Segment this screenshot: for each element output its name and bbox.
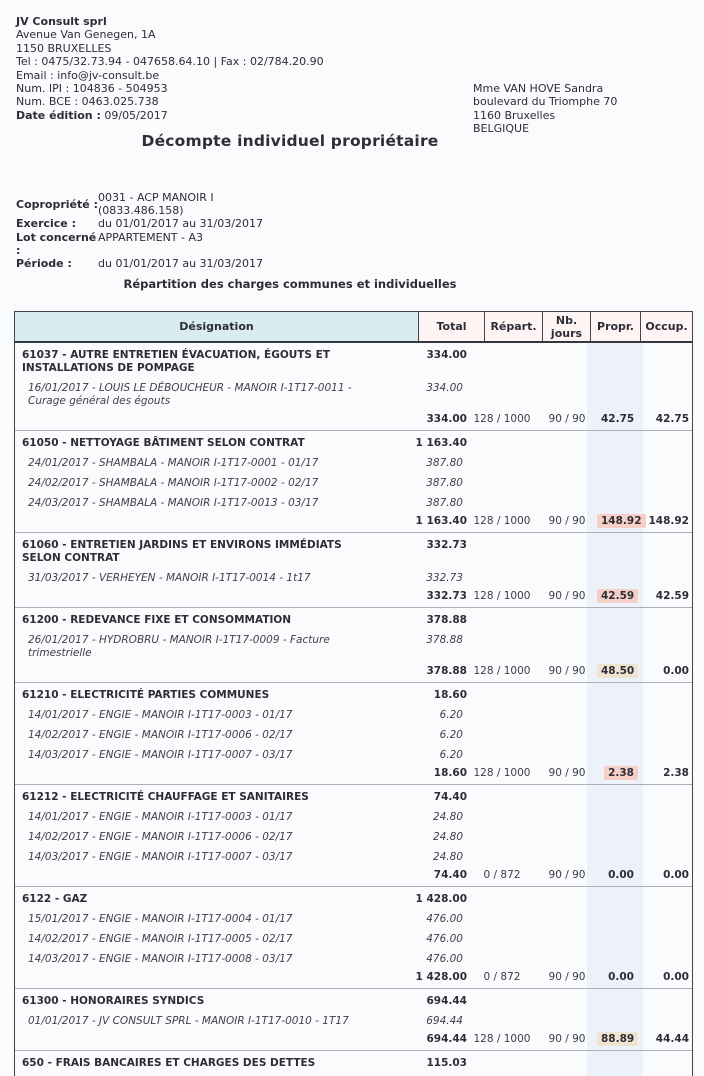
recipient-city: 1160 Bruxelles (473, 108, 556, 122)
sender-email: Email : info@jv-consult.be (16, 68, 160, 82)
charge-detail-row (15, 709, 692, 722)
charge-detail-row (15, 497, 692, 510)
charge-detail-amount: 6.20 (439, 709, 463, 721)
charge-details (15, 457, 692, 510)
charges-table (14, 311, 693, 1076)
subtotal-nb-jours: 90 / 90 (548, 515, 586, 527)
charge-detail-amount: 476.00 (426, 913, 463, 925)
table-body (14, 343, 693, 1076)
charge-group (15, 532, 692, 607)
charge-detail-label: 15/01/2017 - ENGIE - MANOIR I-1T17-0004 - 01/17 (28, 913, 293, 925)
subtotal-nb-jours: 90 / 90 (548, 590, 586, 602)
subtotal-total: 334.00 (426, 413, 467, 425)
charge-detail-label: 24/03/2017 - SHAMBALA - MANOIR I-1T17-0013 - 03/17 (28, 497, 319, 509)
subtotal-proprietaire (597, 767, 638, 780)
recipient-country: BELGIQUE (473, 122, 530, 136)
charge-group (15, 682, 692, 784)
sender-phone: Tel : 0475/32.73.94 - 047658.64.10 | Fax : 02/784.20.90 (16, 55, 324, 69)
sender-name: JV Consult sprl (16, 15, 107, 28)
edition-date-value: 09/05/2017 (104, 108, 168, 122)
subtotal-repartition: 128 / 1000 (473, 590, 531, 602)
charge-group-total: 378.88 (426, 614, 467, 626)
charge-detail-label: 14/02/2017 - ENGIE - MANOIR I-1T17-0006 - 02/17 (28, 831, 293, 843)
charge-group-header-row (15, 433, 692, 450)
subtotal-proprietaire (597, 515, 642, 528)
charge-detail-row (15, 572, 692, 585)
charge-group-total: 115.03 (426, 1057, 467, 1069)
charge-detail-row (15, 1015, 692, 1028)
charge-group-designation: 650 - FRAIS BANCAIRES ET CHARGES DES DETTES (22, 1057, 316, 1069)
charge-detail-amount: 6.20 (439, 749, 463, 761)
subtotal-repartition: 0 / 872 (483, 869, 521, 881)
charge-detail-amount: 476.00 (426, 933, 463, 945)
charge-detail-label: 31/03/2017 - VERHEYEN - MANOIR I-1T17-0014 - 1t17 (28, 572, 311, 584)
subtotal-proprietaire-value: 42.75 (601, 413, 635, 425)
charge-group-designation: 61210 - ELECTRICITÉ PARTIES COMMUNES (22, 689, 270, 701)
charge-group (15, 784, 692, 886)
subtotal-proprietaire-value: 0.00 (608, 971, 634, 983)
charge-group-designation: 6122 - GAZ (22, 893, 88, 905)
charge-group (15, 886, 692, 988)
subtotal-proprietaire (597, 590, 638, 603)
charge-group-designation: 61050 - NETTOYAGE BÂTIMENT SELON CONTRAT (22, 437, 305, 449)
charge-detail-row (15, 933, 692, 946)
charge-detail-label: 14/03/2017 - ENGIE - MANOIR I-1T17-0008 - 03/17 (28, 953, 293, 965)
recipient-name: Mme VAN HOVE Sandra (473, 82, 604, 95)
charge-detail-label: 16/01/2017 - LOUIS LE DÉBOUCHEUR - MANOIR I-1T17-0011 - Curage général des égouts (28, 382, 352, 407)
subtotal-proprietaire (597, 413, 638, 426)
document-title: Décompte individuel propriétaire (141, 132, 439, 150)
copropriete-value (98, 191, 214, 217)
subtotal-occupant: 42.59 (655, 590, 689, 602)
charge-group (15, 988, 692, 1050)
charge-group-total: 694.44 (426, 995, 467, 1007)
subtotal-repartition: 128 / 1000 (473, 1033, 531, 1045)
recipient-block (473, 82, 617, 136)
charge-detail-amount: 378.88 (426, 634, 463, 646)
exercice-label: Exercice : (16, 217, 76, 231)
subtotal-total: 694.44 (426, 1033, 467, 1045)
subtotal-occupant: 148.92 (648, 515, 689, 527)
subtotal-proprietaire-value: 2.38 (604, 766, 638, 780)
charge-group-total: 332.73 (426, 539, 467, 551)
subtotal-total: 378.88 (426, 665, 467, 677)
charge-subtotal-row (15, 665, 692, 678)
subtotal-proprietaire-value: 42.59 (597, 589, 638, 603)
info-row-copropriete (16, 191, 263, 217)
charge-detail-row (15, 953, 692, 966)
charge-detail-label: 26/01/2017 - HYDROBRU - MANOIR I-1T17-0009 - Facture trimestrielle (28, 634, 330, 659)
sender-block (16, 15, 324, 122)
charge-detail-amount: 387.80 (426, 497, 463, 509)
charge-detail-amount: 476.00 (426, 953, 463, 965)
subtotal-repartition: 128 / 1000 (473, 515, 531, 527)
charge-details (15, 382, 692, 408)
charge-detail-amount: 387.80 (426, 457, 463, 469)
subtotal-occupant: 2.38 (663, 767, 689, 779)
charge-group-header-row (15, 535, 692, 565)
copropriete-value-line2: (0833.486.158) (98, 204, 184, 218)
charge-details (15, 572, 692, 585)
charge-group-designation: 61212 - ELECTRICITÉ CHAUFFAGE ET SANITAIRES (22, 791, 309, 803)
subtotal-proprietaire-value: 0.00 (608, 869, 634, 881)
charge-group-total: 1 428.00 (415, 893, 467, 905)
subtotal-proprietaire (597, 1033, 638, 1046)
charge-group-header-row (15, 889, 692, 906)
charge-details (15, 634, 692, 660)
charge-detail-label: 14/02/2017 - ENGIE - MANOIR I-1T17-0005 - 02/17 (28, 933, 293, 945)
col-header-repart: Répart. (484, 312, 542, 341)
charge-details (15, 811, 692, 864)
subtotal-total: 74.40 (433, 869, 467, 881)
charge-detail-amount: 332.73 (426, 572, 463, 584)
charge-group-total: 1 163.40 (415, 437, 467, 449)
table-header-row (14, 311, 693, 343)
charge-detail-label: 14/01/2017 - ENGIE - MANOIR I-1T17-0003 - 01/17 (28, 709, 293, 721)
charge-group-header-row (15, 991, 692, 1008)
sender-address-2: 1150 BRUXELLES (16, 41, 112, 55)
sender-bce: Num. BCE : 0463.025.738 (16, 95, 159, 109)
charge-details (15, 709, 692, 762)
charge-group-header-row (15, 345, 692, 375)
charge-detail-label: 14/03/2017 - ENGIE - MANOIR I-1T17-0007 - 03/17 (28, 851, 293, 863)
charge-detail-amount: 6.20 (439, 729, 463, 741)
subtotal-repartition: 128 / 1000 (473, 665, 531, 677)
charge-detail-amount: 24.80 (432, 831, 463, 843)
charge-group-designation: 61060 - ENTRETIEN JARDINS ET ENVIRONS IMMÉDIATS SELON CONTRAT (22, 539, 342, 564)
charge-detail-row (15, 729, 692, 742)
subtotal-occupant: 44.44 (655, 1033, 689, 1045)
charge-subtotal-row (15, 413, 692, 426)
subtotal-occupant: 42.75 (655, 413, 689, 425)
subtotal-total: 1 428.00 (415, 971, 467, 983)
charge-group-total: 18.60 (433, 689, 467, 701)
charge-subtotal-row (15, 515, 692, 528)
charge-group-header-row (15, 787, 692, 804)
charge-group-header-row (15, 685, 692, 702)
charge-detail-row (15, 477, 692, 490)
charge-subtotal-row (15, 767, 692, 780)
charge-detail-amount: 24.80 (432, 811, 463, 823)
info-row-lot (16, 231, 263, 257)
col-header-nb-jours: Nb. jours (542, 312, 590, 341)
charge-group-header-row (15, 1053, 692, 1070)
subtotal-proprietaire (597, 665, 638, 678)
sender-ipi: Num. IPI : 104836 - 504953 (16, 82, 168, 96)
subtotal-total: 1 163.40 (415, 515, 467, 527)
charge-group (15, 607, 692, 682)
subtotal-repartition: 128 / 1000 (473, 413, 531, 425)
charge-detail-label: 24/02/2017 - SHAMBALA - MANOIR I-1T17-0002 - 02/17 (28, 477, 319, 489)
subtotal-total: 332.73 (426, 590, 467, 602)
charges-section-title: Répartition des charges communes et individuelles (123, 277, 457, 291)
subtotal-proprietaire (597, 971, 638, 984)
subtotal-proprietaire-value: 48.50 (597, 664, 638, 678)
subtotal-nb-jours: 90 / 90 (548, 665, 586, 677)
charge-detail-row (15, 457, 692, 470)
charge-detail-amount: 24.80 (432, 851, 463, 863)
charge-group-header-row (15, 610, 692, 627)
col-header-occup: Occup. (640, 312, 692, 341)
subtotal-nb-jours: 90 / 90 (548, 413, 586, 425)
sender-address-1: Avenue Van Genegen, 1A (16, 28, 156, 42)
charge-detail-label: 14/02/2017 - ENGIE - MANOIR I-1T17-0006 - 02/17 (28, 729, 293, 741)
charge-group-total: 74.40 (433, 791, 467, 803)
lot-label: Lot concerné : (16, 230, 97, 257)
charge-group-designation: 61200 - REDEVANCE FIXE ET CONSOMMATION (22, 614, 292, 626)
subtotal-occupant: 0.00 (663, 869, 689, 881)
charge-group-designation: 61300 - HONORAIRES SYNDICS (22, 995, 205, 1007)
charge-detail-label: 14/01/2017 - ENGIE - MANOIR I-1T17-0003 - 01/17 (28, 811, 293, 823)
charge-detail-row (15, 811, 692, 824)
charge-detail-label: 24/01/2017 - SHAMBALA - MANOIR I-1T17-0001 - 01/17 (28, 457, 319, 469)
subtotal-proprietaire (597, 869, 638, 882)
charge-detail-row (15, 382, 692, 408)
copropriete-value-line1: 0031 - ACP MANOIR I (98, 191, 214, 204)
charge-details (15, 913, 692, 966)
charge-detail-row (15, 831, 692, 844)
charge-subtotal-row (15, 1033, 692, 1046)
charge-group-designation: 61037 - AUTRE ENTRETIEN ÉVACUATION, ÉGOUTS ET INSTALLATIONS DE POMPAGE (22, 349, 330, 374)
charge-group (15, 1050, 692, 1074)
subtotal-nb-jours: 90 / 90 (548, 1033, 586, 1045)
edition-date-line (16, 109, 324, 122)
subtotal-repartition: 0 / 872 (483, 971, 521, 983)
charge-detail-row (15, 913, 692, 926)
col-header-propr: Propr. (590, 312, 640, 341)
exercice-value: du 01/01/2017 au 31/03/2017 (98, 217, 263, 231)
charge-group (15, 343, 692, 430)
subtotal-nb-jours: 90 / 90 (548, 869, 586, 881)
subtotal-nb-jours: 90 / 90 (548, 767, 586, 779)
charge-group (15, 430, 692, 532)
subtotal-nb-jours: 90 / 90 (548, 971, 586, 983)
col-header-designation: Désignation (15, 312, 418, 341)
subtotal-occupant: 0.00 (663, 665, 689, 677)
charge-subtotal-row (15, 869, 692, 882)
periode-value: du 01/01/2017 au 31/03/2017 (98, 257, 263, 271)
charge-detail-row (15, 634, 692, 660)
copropriete-label: Copropriété : (16, 197, 98, 211)
subtotal-total: 18.60 (433, 767, 467, 779)
periode-label: Période : (16, 257, 72, 271)
charge-detail-row (15, 851, 692, 864)
recipient-street: boulevard du Triomphe 70 (473, 95, 618, 109)
info-row-periode (16, 257, 263, 270)
lot-value: APPARTEMENT - A3 (98, 230, 203, 244)
charge-detail-amount: 694.44 (426, 1015, 463, 1027)
info-block (16, 191, 263, 270)
charge-detail-label: 01/01/2017 - JV CONSULT SPRL - MANOIR I-1T17-0010 - 1T17 (28, 1015, 349, 1027)
charge-detail-row (15, 749, 692, 762)
charge-subtotal-row (15, 590, 692, 603)
subtotal-repartition: 128 / 1000 (473, 767, 531, 779)
charge-subtotal-row (15, 971, 692, 984)
subtotal-proprietaire-value: 88.89 (597, 1032, 638, 1046)
charge-detail-amount: 387.80 (426, 477, 463, 489)
edition-date-label: Date édition : (16, 108, 101, 122)
info-row-exercice (16, 217, 263, 230)
charge-details (15, 1015, 692, 1028)
charge-group-total: 334.00 (426, 349, 467, 361)
subtotal-occupant: 0.00 (663, 971, 689, 983)
charge-detail-label: 14/03/2017 - ENGIE - MANOIR I-1T17-0007 - 03/17 (28, 749, 293, 761)
subtotal-proprietaire-value: 148.92 (597, 514, 646, 528)
charge-detail-amount: 334.00 (426, 382, 463, 394)
col-header-total: Total (418, 312, 484, 341)
